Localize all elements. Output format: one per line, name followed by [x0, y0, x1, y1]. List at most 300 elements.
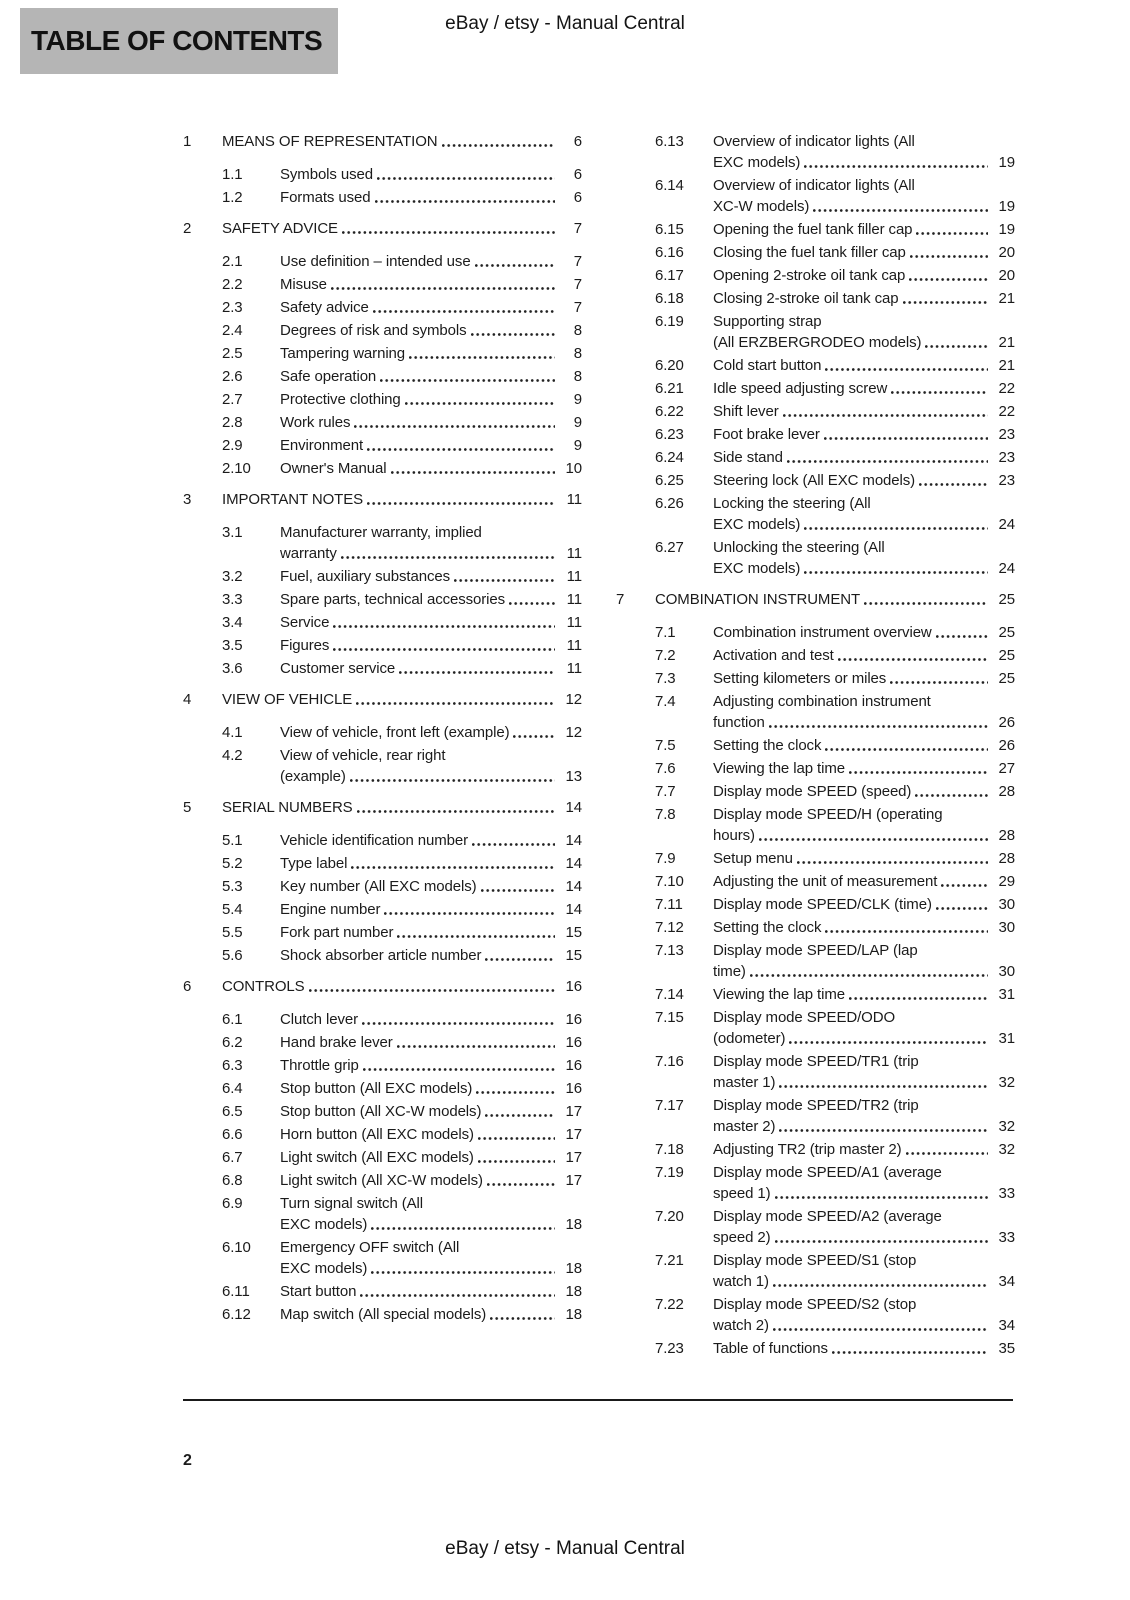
toc-dot-leader	[910, 254, 988, 259]
toc-entry	[183, 1193, 582, 1235]
toc-entry-last-line	[280, 187, 582, 208]
toc-entry	[616, 622, 1015, 643]
toc-entry-last-line	[280, 1258, 582, 1279]
toc-entry-body	[280, 1078, 582, 1099]
toc-dot-leader	[797, 860, 988, 865]
toc-entry	[183, 522, 582, 564]
toc-entry-page: 16	[565, 1080, 582, 1097]
toc-entry-number: 7.15	[655, 1009, 684, 1026]
toc-entry-body	[713, 1206, 1015, 1248]
toc-entry-title-line: Locking the steering (All	[713, 495, 871, 512]
toc-entry-page: 16	[565, 978, 582, 995]
toc-entry-title-line: Display mode SPEED/TR2 (trip	[713, 1097, 919, 1114]
toc-entry-body	[713, 1250, 1015, 1292]
toc-entry-last-line	[280, 1009, 582, 1030]
toc-entry-last-line	[280, 1055, 582, 1076]
toc-entry-page: 14	[565, 855, 582, 872]
toc-entry-page: 7	[573, 253, 582, 270]
toc-entry	[616, 311, 1015, 353]
toc-entry-title-line: Unlocking the steering (All	[713, 539, 885, 556]
toc-entry-body	[280, 1124, 582, 1145]
toc-entry-title-line: Viewing the lap time	[713, 986, 845, 1003]
toc-entry-page: 21	[998, 357, 1015, 374]
toc-dot-leader	[399, 670, 555, 675]
toc-entry-number: 6.2	[222, 1034, 243, 1051]
toc-entry-body	[713, 984, 1015, 1005]
header-watermark: eBay / etsy - Manual Central	[445, 13, 685, 34]
toc-entry-number: 6.18	[655, 290, 684, 307]
toc-dot-leader	[813, 208, 988, 213]
toc-entry	[183, 689, 582, 710]
toc-entry-last-line	[280, 1147, 582, 1168]
toc-entry-title-line: hours)	[713, 827, 755, 844]
toc-entry-page: 24	[998, 560, 1015, 577]
toc-entry-number: 7.21	[655, 1252, 684, 1269]
toc-entry-last-line	[713, 378, 1015, 399]
toc-entry	[616, 447, 1015, 468]
toc-entry-title-line: EXC models)	[280, 1216, 368, 1233]
toc-entry	[616, 470, 1015, 491]
toc-entry-last-line	[713, 355, 1015, 376]
toc-entry	[183, 922, 582, 943]
toc-dot-leader	[367, 447, 555, 452]
toc-dot-leader	[333, 647, 555, 652]
toc-entry-number: 6.22	[655, 403, 684, 420]
toc-entry-page: 21	[998, 334, 1015, 351]
toc-entry-number: 2.9	[222, 437, 243, 454]
toc-entry	[183, 722, 582, 743]
toc-entry-page: 11	[566, 545, 582, 562]
toc-entry-last-line	[713, 1183, 1015, 1204]
toc-entry-number: 2.7	[222, 391, 243, 408]
toc-entry-page: 22	[998, 380, 1015, 397]
toc-entry-page: 17	[565, 1172, 582, 1189]
toc-entry-number: 6.9	[222, 1195, 243, 1212]
toc-entry-body	[280, 251, 582, 272]
toc-entry	[616, 1162, 1015, 1204]
toc-entry-number: 2.1	[222, 253, 243, 270]
toc-entry-last-line	[713, 242, 1015, 263]
toc-entry-last-line	[655, 589, 1015, 610]
toc-entry-last-line	[280, 566, 582, 587]
toc-entry-title-line: Overview of indicator lights (All	[713, 133, 915, 150]
toc-entry-title-line: Customer service	[280, 660, 396, 677]
toc-entry-title-line: Idle speed adjusting screw	[713, 380, 888, 397]
toc-entry-number: 6.24	[655, 449, 684, 466]
toc-entry-body	[280, 876, 582, 897]
toc-entry	[183, 853, 582, 874]
toc-entry-page: 8	[573, 345, 582, 362]
toc-entry-number: 6.25	[655, 472, 684, 489]
toc-entry-title-line: Light switch (All EXC models)	[280, 1149, 474, 1166]
toc-entry-title-line: Setup menu	[713, 850, 793, 867]
toc-entry	[616, 871, 1015, 892]
toc-entry-title-line: Setting the clock	[713, 919, 822, 936]
toc-dot-leader	[397, 934, 555, 939]
page-number: 2	[183, 1452, 192, 1469]
toc-entry	[616, 645, 1015, 666]
toc-entry	[616, 175, 1015, 217]
toc-dot-leader	[409, 355, 555, 360]
toc-entry-title-line: View of vehicle, front left (example)	[280, 724, 510, 741]
toc-entry-body	[280, 635, 582, 656]
toc-entry	[616, 668, 1015, 689]
toc-entry-page: 7	[573, 299, 582, 316]
toc-dot-leader	[838, 657, 988, 662]
toc-dot-leader	[331, 286, 555, 291]
toc-entry-title-line: Key number (All EXC models)	[280, 878, 477, 895]
toc-entry-last-line	[280, 458, 582, 479]
toc-entry-body	[713, 622, 1015, 643]
toc-entry-page: 11	[566, 591, 582, 608]
toc-entry	[183, 131, 582, 152]
toc-entry	[183, 1124, 582, 1145]
toc-entry-body	[222, 489, 582, 510]
toc-entry-page: 9	[573, 414, 582, 431]
toc-entry-number: 7.19	[655, 1164, 684, 1181]
toc-entry-body	[713, 871, 1015, 892]
toc-entry-last-line	[280, 635, 582, 656]
toc-entry-title-line: Supporting strap	[713, 313, 822, 330]
toc-dot-leader	[775, 1239, 988, 1244]
toc-entry-number: 6.6	[222, 1126, 243, 1143]
toc-entry	[183, 899, 582, 920]
toc-entry-number: 6	[183, 978, 192, 995]
toc-entry-title-line: Adjusting the unit of measurement	[713, 873, 938, 890]
toc-dot-leader	[919, 482, 988, 487]
toc-entry-page: 15	[565, 947, 582, 964]
toc-entry-body	[280, 389, 582, 410]
toc-entry-title-line: master 2)	[713, 1118, 776, 1135]
toc-dot-leader	[384, 911, 555, 916]
toc-entry	[616, 894, 1015, 915]
toc-entry-last-line	[280, 389, 582, 410]
toc-entry	[616, 804, 1015, 846]
toc-dot-leader	[804, 570, 988, 575]
toc-entry-page: 20	[998, 267, 1015, 284]
toc-entry-last-line	[713, 1072, 1015, 1093]
toc-dot-leader	[909, 277, 988, 282]
toc-entry-page: 28	[998, 783, 1015, 800]
toc-entry-number: 1.1	[222, 166, 243, 183]
toc-entry-title-line: Display mode SPEED/S1 (stop	[713, 1252, 917, 1269]
toc-dot-leader	[342, 230, 555, 235]
toc-dot-leader	[775, 1195, 988, 1200]
footer-watermark: eBay / etsy - Manual Central	[445, 1538, 685, 1559]
toc-dot-leader	[779, 1128, 988, 1133]
toc-entry-number: 3.2	[222, 568, 243, 585]
toc-entry-body	[713, 401, 1015, 422]
toc-entry-body	[280, 458, 582, 479]
toc-entry-title-line: Clutch lever	[280, 1011, 358, 1028]
toc-entry-title-line: Degrees of risk and symbols	[280, 322, 467, 339]
toc-dot-leader	[849, 770, 988, 775]
toc-entry-body	[280, 1147, 582, 1168]
toc-entry-page: 8	[573, 368, 582, 385]
toc-dot-leader	[936, 634, 988, 639]
toc-dot-leader	[476, 1090, 555, 1095]
toc-entry-body	[280, 343, 582, 364]
toc-dot-leader	[351, 865, 555, 870]
toc-entry-page: 33	[998, 1229, 1015, 1246]
toc-dot-leader	[309, 988, 555, 993]
toc-entry-last-line	[713, 825, 1015, 846]
toc-entry-body	[280, 412, 582, 433]
toc-entry-page: 32	[998, 1141, 1015, 1158]
toc-entry-page: 25	[998, 670, 1015, 687]
toc-dot-leader	[371, 1226, 555, 1231]
toc-entry-number: 6.7	[222, 1149, 243, 1166]
toc-entry-body	[280, 366, 582, 387]
toc-entry-last-line	[713, 1028, 1015, 1049]
toc-entry-title-line: (odometer)	[713, 1030, 786, 1047]
toc-entry-body	[713, 645, 1015, 666]
toc-entry	[183, 635, 582, 656]
toc-entry-last-line	[713, 1116, 1015, 1137]
toc-entry	[183, 830, 582, 851]
toc-entry-last-line	[713, 1139, 1015, 1160]
toc-entry-page: 16	[565, 1057, 582, 1074]
toc-entry-body	[713, 781, 1015, 802]
toc-entry-title-line: IMPORTANT NOTES	[222, 491, 364, 508]
toc-entry-last-line	[280, 366, 582, 387]
toc-entry-number: 5.5	[222, 924, 243, 941]
toc-entry-last-line	[280, 766, 582, 787]
toc-entry	[616, 1338, 1015, 1359]
toc-entry-body	[222, 976, 582, 997]
toc-entry	[616, 691, 1015, 733]
toc-entry-body	[713, 447, 1015, 468]
toc-dot-leader	[832, 1350, 988, 1355]
toc-entry	[616, 265, 1015, 286]
toc-entry	[183, 164, 582, 185]
toc-entry-last-line	[280, 658, 582, 679]
toc-entry-body	[713, 735, 1015, 756]
toc-entry-title-line: Manufacturer warranty, implied	[280, 524, 482, 541]
toc-entry-number: 3.6	[222, 660, 243, 677]
toc-dot-leader	[478, 1136, 555, 1141]
toc-entry-title-line: View of vehicle, rear right	[280, 747, 446, 764]
toc-entry-page: 19	[998, 221, 1015, 238]
toc-entry-title-line: Setting the clock	[713, 737, 822, 754]
toc-entry	[616, 1206, 1015, 1248]
toc-dot-leader	[356, 701, 555, 706]
toc-entry-title-line: warranty	[280, 545, 337, 562]
toc-entry-last-line	[222, 797, 582, 818]
toc-dot-leader	[442, 143, 555, 148]
toc-entry-page: 15	[565, 924, 582, 941]
toc-entry-title-line: Emergency OFF switch (All	[280, 1239, 460, 1256]
toc-entry-page: 31	[998, 1030, 1015, 1047]
toc-entry-last-line	[280, 320, 582, 341]
toc-entry	[616, 537, 1015, 579]
toc-entry-last-line	[713, 470, 1015, 491]
toc-entry-title-line: time)	[713, 963, 746, 980]
toc-entry-body	[280, 522, 582, 564]
toc-entry-last-line	[280, 1078, 582, 1099]
toc-entry-last-line	[713, 894, 1015, 915]
toc-entry-last-line	[713, 984, 1015, 1005]
toc-entry-page: 29	[998, 873, 1015, 890]
toc-entry-page: 12	[565, 724, 582, 741]
toc-entry-body	[280, 297, 582, 318]
toc-entry-number: 3.5	[222, 637, 243, 654]
toc-entry-last-line	[713, 514, 1015, 535]
toc-entry-number: 7.22	[655, 1296, 684, 1313]
toc-dot-leader	[397, 1044, 555, 1049]
toc-entry-title-line: Throttle grip	[280, 1057, 359, 1074]
toc-entry	[616, 735, 1015, 756]
toc-entry-title-line: Foot brake lever	[713, 426, 820, 443]
toc-entry	[616, 401, 1015, 422]
toc-entry-last-line	[280, 1170, 582, 1191]
toc-dot-leader	[789, 1040, 988, 1045]
toc-dot-leader	[891, 390, 988, 395]
toc-entry-page: 26	[998, 714, 1015, 731]
toc-dot-leader	[915, 793, 988, 798]
toc-dot-leader	[513, 734, 555, 739]
toc-entry	[616, 940, 1015, 982]
toc-entry-body	[280, 566, 582, 587]
toc-entry	[183, 589, 582, 610]
toc-entry-page: 7	[573, 220, 582, 237]
toc-entry-title-line: Overview of indicator lights (All	[713, 177, 915, 194]
toc-entry-body	[713, 758, 1015, 779]
toc-entry-title-line: Cold start button	[713, 357, 822, 374]
toc-entry-page: 9	[573, 437, 582, 454]
toc-entry-number: 2.4	[222, 322, 243, 339]
toc-entry-body	[280, 1170, 582, 1191]
toc-entry	[616, 781, 1015, 802]
toc-entry-title-line: Display mode SPEED/H (operating	[713, 806, 943, 823]
toc-entry-last-line	[280, 589, 582, 610]
toc-dot-leader	[481, 888, 555, 893]
toc-entry-page: 11	[566, 660, 582, 677]
toc-entry	[183, 458, 582, 479]
toc-entry-title-line: Vehicle identification number	[280, 832, 469, 849]
toc-entry-body	[713, 219, 1015, 240]
toc-dot-leader	[783, 413, 988, 418]
toc-entry-last-line	[713, 424, 1015, 445]
toc-entry-number: 5	[183, 799, 192, 816]
toc-entry-body	[713, 131, 1015, 173]
toc-entry-body	[280, 612, 582, 633]
toc-entry-body	[280, 1032, 582, 1053]
toc-dot-leader	[375, 199, 556, 204]
toc-entry	[616, 288, 1015, 309]
toc-dot-leader	[454, 578, 555, 583]
toc-entry-page: 19	[998, 198, 1015, 215]
toc-entry-page: 11	[566, 568, 582, 585]
toc-entry-page: 12	[565, 691, 582, 708]
toc-entry	[183, 297, 582, 318]
toc-columns	[183, 131, 1015, 1361]
toc-entry-body	[280, 853, 582, 874]
toc-entry-number: 6.4	[222, 1080, 243, 1097]
toc-entry-number: 6.5	[222, 1103, 243, 1120]
toc-dot-leader	[890, 680, 988, 685]
toc-entry-last-line	[280, 853, 582, 874]
toc-entry-last-line	[280, 612, 582, 633]
toc-entry-number: 7.23	[655, 1340, 684, 1357]
toc-entry-title-line: Horn button (All EXC models)	[280, 1126, 474, 1143]
toc-entry-page: 14	[565, 901, 582, 918]
toc-entry-title-line: EXC models)	[713, 516, 801, 533]
toc-entry-page: 11	[566, 637, 582, 654]
toc-entry-last-line	[713, 961, 1015, 982]
toc-entry-body	[280, 922, 582, 943]
toc-entry-title-line: Display mode SPEED/ODO	[713, 1009, 896, 1026]
toc-entry-body	[280, 722, 582, 743]
toc-entry	[183, 612, 582, 633]
toc-entry-number: 7.2	[655, 647, 676, 664]
toc-entry-title-line: Display mode SPEED/S2 (stop	[713, 1296, 917, 1313]
toc-entry	[616, 758, 1015, 779]
toc-entry	[183, 658, 582, 679]
toc-entry-title-line: Display mode SPEED/A2 (average	[713, 1208, 942, 1225]
toc-entry-body	[713, 1051, 1015, 1093]
toc-entry-page: 22	[998, 403, 1015, 420]
toc-entry-last-line	[222, 218, 582, 239]
toc-dot-leader	[509, 601, 555, 606]
toc-entry	[183, 745, 582, 787]
toc-entry-last-line	[222, 131, 582, 152]
toc-entry	[616, 242, 1015, 263]
toc-entry-last-line	[713, 401, 1015, 422]
toc-entry	[616, 219, 1015, 240]
toc-entry-last-line	[280, 1124, 582, 1145]
toc-entry-body	[713, 1294, 1015, 1336]
toc-entry	[183, 1281, 582, 1302]
toc-dot-leader	[787, 459, 988, 464]
toc-entry-body	[655, 589, 1015, 610]
toc-entry	[616, 131, 1015, 173]
toc-entry-last-line	[713, 645, 1015, 666]
toc-entry-body	[713, 175, 1015, 217]
toc-entry	[616, 1139, 1015, 1160]
toc-entry-body	[280, 1009, 582, 1030]
toc-entry-title-line: Side stand	[713, 449, 783, 466]
toc-entry-title-line: SERIAL NUMBERS	[222, 799, 353, 816]
toc-entry-page: 35	[998, 1340, 1015, 1357]
toc-entry-body	[713, 1007, 1015, 1049]
toc-entry-page: 25	[998, 591, 1015, 608]
toc-entry-page: 13	[565, 768, 582, 785]
toc-entry-title-line: Engine number	[280, 901, 381, 918]
toc-entry-last-line	[280, 297, 582, 318]
toc-entry-body	[280, 1237, 582, 1279]
toc-entry-page: 30	[998, 896, 1015, 913]
toc-entry-page: 32	[998, 1118, 1015, 1135]
toc-entry-last-line	[222, 976, 582, 997]
toc-entry	[183, 343, 582, 364]
toc-entry-title-line: Viewing the lap time	[713, 760, 845, 777]
toc-entry-title-line: speed 2)	[713, 1229, 771, 1246]
toc-entry-body	[280, 745, 582, 787]
toc-entry-page: 16	[565, 1011, 582, 1028]
toc-entry-number: 4.2	[222, 747, 243, 764]
toc-entry-page: 18	[565, 1260, 582, 1277]
toc-entry-body	[280, 1055, 582, 1076]
toc-entry-last-line	[280, 164, 582, 185]
toc-entry-number: 3	[183, 491, 192, 508]
toc-entry-page: 6	[573, 189, 582, 206]
toc-entry-body	[222, 218, 582, 239]
toc-entry-number: 7.18	[655, 1141, 684, 1158]
toc-entry-page: 32	[998, 1074, 1015, 1091]
toc-entry-page: 28	[998, 850, 1015, 867]
toc-entry-body	[222, 797, 582, 818]
